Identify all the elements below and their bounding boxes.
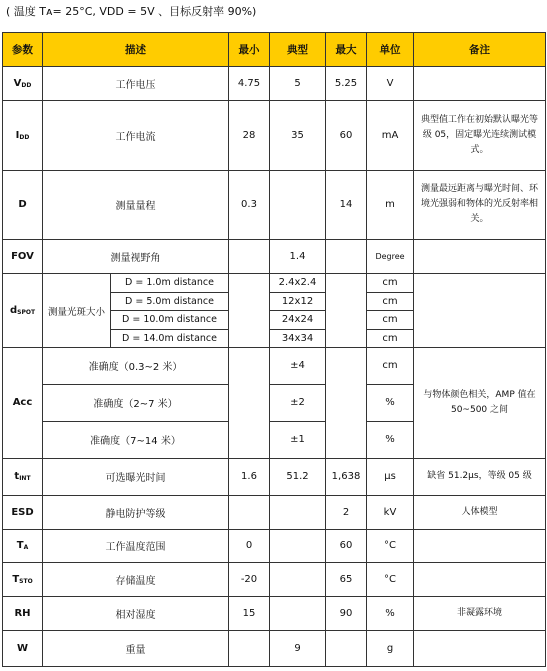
param-idd: $I_{DD}$ xyxy=(3,100,43,170)
unit-tint: μs xyxy=(367,458,414,495)
table-row-dspot xyxy=(3,274,546,292)
table-row-w xyxy=(3,631,546,667)
desc-acc: 准确度（2~7 米） xyxy=(43,384,229,421)
typ-idd: 35 xyxy=(270,100,326,170)
unit-acc: cm xyxy=(367,347,414,384)
dspot-cond: D = 10.0m distance xyxy=(111,311,229,329)
note-idd: 典型值工作在初始默认曝光等级 05，固定曝光连续测试模式。 xyxy=(414,100,546,170)
param-esd: ESD xyxy=(3,495,43,529)
param-rh: RH xyxy=(3,597,43,631)
unit-tsto: °C xyxy=(367,563,414,597)
note-rh: 非凝露环境 xyxy=(414,597,546,631)
unit-rh: % xyxy=(367,597,414,631)
dspot-value: 24x24 xyxy=(270,311,326,329)
min-w xyxy=(229,631,270,667)
note-d: 测量最远距离与曝光时间、环境光强弱和物体的光反射率相关。 xyxy=(414,170,546,240)
table-row-vdd xyxy=(3,67,546,101)
max-ta: 60 xyxy=(326,529,367,563)
desc-acc: 准确度（0.3~2 米） xyxy=(43,347,229,384)
min-dspot xyxy=(229,274,270,348)
note-tsto xyxy=(414,563,546,597)
min-acc xyxy=(229,347,270,458)
typ-w: 9 xyxy=(270,631,326,667)
unit-fov: Degree xyxy=(367,240,414,274)
max-d: 14 xyxy=(326,170,367,240)
typ-fov: 1.4 xyxy=(270,240,326,274)
param-d: D xyxy=(3,170,43,240)
min-esd xyxy=(229,495,270,529)
min-tsto: -20 xyxy=(229,563,270,597)
table-row-esd xyxy=(3,495,546,529)
dspot-unit: cm xyxy=(367,311,414,329)
typ-acc: ±4 xyxy=(270,347,326,384)
table-row-d xyxy=(3,170,546,240)
typ-rh xyxy=(270,597,326,631)
typ-tsto xyxy=(270,563,326,597)
desc-rh: 相对湿度 xyxy=(43,597,229,631)
max-rh: 90 xyxy=(326,597,367,631)
typ-acc: ±1 xyxy=(270,421,326,458)
max-tsto: 65 xyxy=(326,563,367,597)
typ-tint: 51.2 xyxy=(270,458,326,495)
param-ta: $T_A$ xyxy=(3,529,43,563)
note-w xyxy=(414,631,546,667)
dspot-value: 2.4x2.4 xyxy=(270,274,326,292)
note-fov xyxy=(414,240,546,274)
dspot-unit: cm xyxy=(367,329,414,347)
max-fov xyxy=(326,240,367,274)
unit-d: m xyxy=(367,170,414,240)
max-tint: 1,638 xyxy=(326,458,367,495)
unit-ta: °C xyxy=(367,529,414,563)
header-note: 备注 xyxy=(414,33,546,67)
desc-fov: 测量视野角 xyxy=(43,240,229,274)
desc-idd: 工作电流 xyxy=(43,100,229,170)
desc-d: 测量量程 xyxy=(43,170,229,240)
dspot-group-label: 测量光斑大小 xyxy=(43,274,111,348)
desc-esd: 静电防护等级 xyxy=(43,495,229,529)
header-typ: 典型 xyxy=(270,33,326,67)
param-fov: FOV xyxy=(3,240,43,274)
table-row-rh xyxy=(3,597,546,631)
desc-w: 重量 xyxy=(43,631,229,667)
param-acc: Acc xyxy=(3,347,43,458)
max-acc xyxy=(326,347,367,458)
table-row-ta xyxy=(3,529,546,563)
header-max: 最大 xyxy=(326,33,367,67)
max-w xyxy=(326,631,367,667)
dspot-unit: cm xyxy=(367,274,414,292)
table-row-acc xyxy=(3,347,546,384)
desc-vdd: 工作电压 xyxy=(43,67,229,101)
unit-idd: mA xyxy=(367,100,414,170)
max-esd: 2 xyxy=(326,495,367,529)
typ-acc: ±2 xyxy=(270,384,326,421)
param-w: W xyxy=(3,631,43,667)
max-idd: 60 xyxy=(326,100,367,170)
min-d: 0.3 xyxy=(229,170,270,240)
unit-acc: % xyxy=(367,421,414,458)
note-acc: 与物体颜色相关，AMP 值在 50~500 之间 xyxy=(414,347,546,458)
unit-w: g xyxy=(367,631,414,667)
param-dspot: $d_{SPOT}$ xyxy=(3,274,43,348)
header-row xyxy=(3,33,546,67)
header-min: 最小 xyxy=(229,33,270,67)
spec-table xyxy=(2,32,546,667)
unit-acc: % xyxy=(367,384,414,421)
min-idd: 28 xyxy=(229,100,270,170)
dspot-value: 34x34 xyxy=(270,329,326,347)
dspot-cond: D = 14.0m distance xyxy=(111,329,229,347)
note-vdd xyxy=(414,67,546,101)
dspot-value: 12x12 xyxy=(270,292,326,310)
header-param: 参数 xyxy=(3,33,43,67)
min-fov xyxy=(229,240,270,274)
dspot-cond: D = 5.0m distance xyxy=(111,292,229,310)
min-tint: 1.6 xyxy=(229,458,270,495)
min-rh: 15 xyxy=(229,597,270,631)
param-vdd: $V_{DD}$ xyxy=(3,67,43,101)
desc-tint: 可选曝光时间 xyxy=(43,458,229,495)
typ-esd xyxy=(270,495,326,529)
note-ta xyxy=(414,529,546,563)
table-row-fov xyxy=(3,240,546,274)
table-row-tint xyxy=(3,458,546,495)
typ-d xyxy=(270,170,326,240)
test-conditions-caption: ( 温度 Tᴀ= 25°C, VDD = 5V 、目标反射率 90%) xyxy=(6,5,257,18)
max-vdd: 5.25 xyxy=(326,67,367,101)
typ-ta xyxy=(270,529,326,563)
note-esd: 人体模型 xyxy=(414,495,546,529)
desc-ta: 工作温度范围 xyxy=(43,529,229,563)
table-row-tsto xyxy=(3,563,546,597)
note-dspot xyxy=(414,274,546,348)
dspot-cond: D = 1.0m distance xyxy=(111,274,229,292)
unit-esd: kV xyxy=(367,495,414,529)
unit-vdd: V xyxy=(367,67,414,101)
param-tsto: $T_{STO}$ xyxy=(3,563,43,597)
table-row-idd xyxy=(3,100,546,170)
dspot-unit: cm xyxy=(367,292,414,310)
header-desc: 描述 xyxy=(43,33,229,67)
max-dspot xyxy=(326,274,367,348)
min-ta: 0 xyxy=(229,529,270,563)
min-vdd: 4.75 xyxy=(229,67,270,101)
typ-vdd: 5 xyxy=(270,67,326,101)
desc-acc: 准确度（7~14 米） xyxy=(43,421,229,458)
desc-tsto: 存储温度 xyxy=(43,563,229,597)
param-tint: $t_{INT}$ xyxy=(3,458,43,495)
note-tint: 缺省 51.2μs，等级 05 级 xyxy=(414,458,546,495)
header-unit: 单位 xyxy=(367,33,414,67)
